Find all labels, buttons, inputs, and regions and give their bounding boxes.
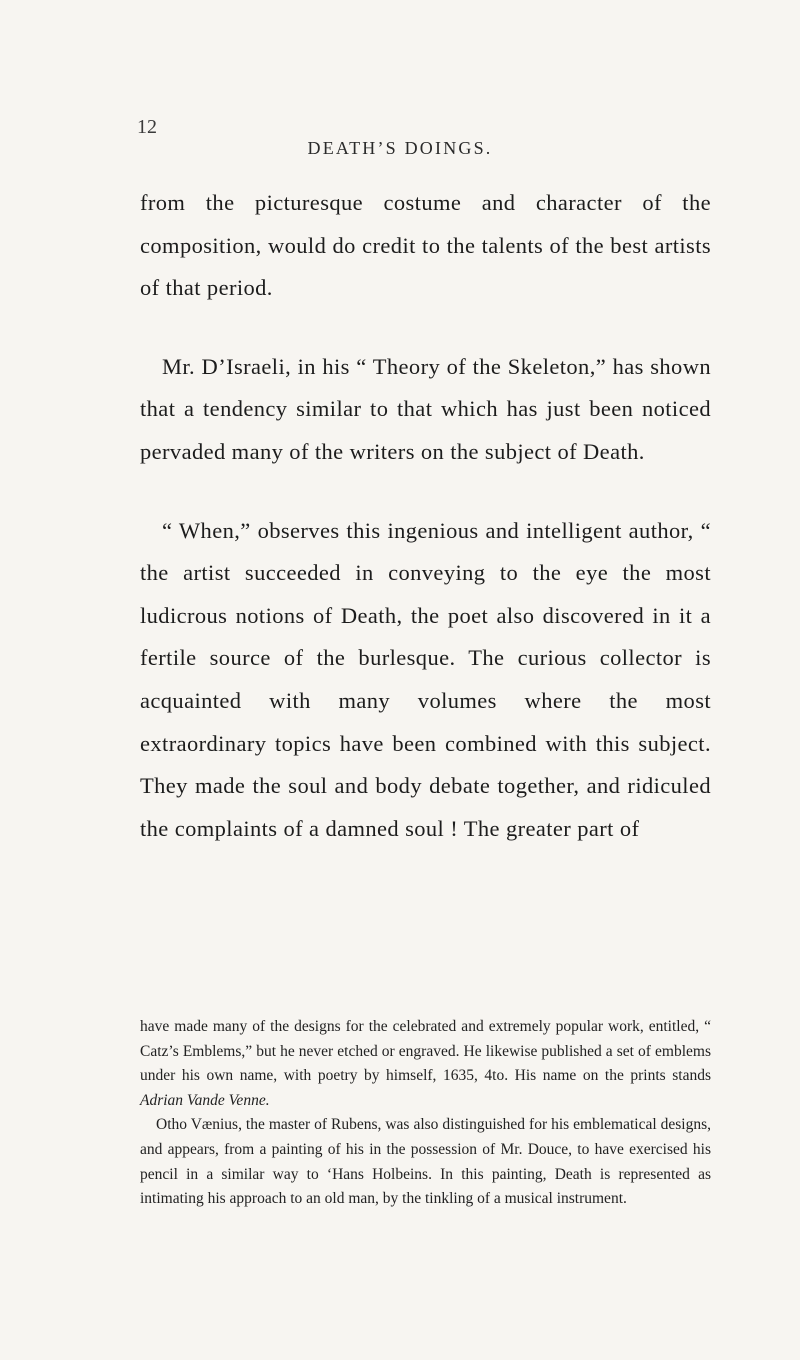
main-text bbox=[140, 182, 711, 850]
running-title: DEATH’S DOINGS. bbox=[307, 138, 493, 158]
footnote: Otho Vænius, the master of Rubens, was also distinguished for his emblematical designs, and appears, from a painting of his in the possession of Mr. Douce, to have exercised his pencil in a similar way to ‘Hans Holbeins. In this painting, Death is represented as intimating his approach to an old man, by the tinkling of a musical instrument. bbox=[140, 1116, 711, 1208]
footnote-italic-name: Adrian Vande Venne. bbox=[140, 1091, 270, 1109]
footnotes bbox=[140, 1015, 711, 1212]
body-paragraph: Mr. D’Israeli, in his “ Theory of the Skeleton,” has shown that a tendency similar to that which has just been noticed pervaded many of the writers on the subject of Death. bbox=[140, 353, 711, 464]
body-paragraph: from the picturesque costume and character of the composition, would do credit to the talents of the best artists of that period. bbox=[140, 190, 711, 301]
footnote-text: have made many of the designs for the celebrated and extremely popular work, entitled, “ Catz’s Emblems,” but he never etched or engraved. He likewise published a set of emblems under his own name, with poetry by himself, 1635, 4to. His name on the prints stands bbox=[140, 1018, 711, 1085]
footnote-continued bbox=[140, 1015, 711, 1113]
page-number: 12 bbox=[137, 116, 157, 138]
body-paragraph: “ When,” observes this ingenious and intelligent author, “ the artist succeeded in conveying to the eye the most ludicrous notions of Death, the poet also discovered in it a fertile source of the burlesque. The curious collector is acquainted with many volumes where the most extraordinary topics have been combined with this subject. They made the soul and body debate together, and ridiculed the complaints of a damned soul ! The greater part of bbox=[140, 517, 711, 841]
